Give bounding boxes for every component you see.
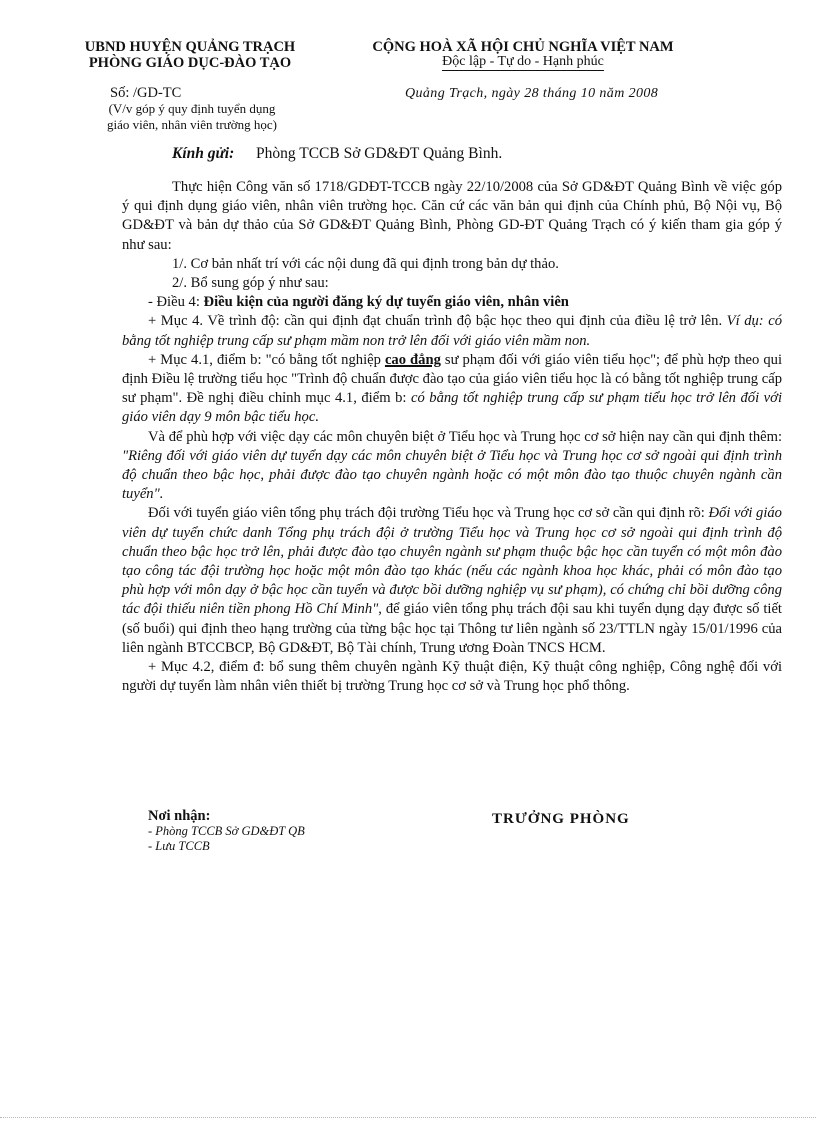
paragraph-team-leader: Đối với tuyển giáo viên tổng phụ trách đội trường Tiểu học và Trung học cơ sở cần qui định rõ: Đối với giáo viên dự tuyển chức danh Tổng phụ trách đội ở trường Tiểu học và Trung học cơ sở ngoài qui định trình độ chuẩn theo bậc học trở lên, phải được đào tạo chuyên ngành sư phạm thuộc bậc học cần tuyển có một môn đào tạo công tác đội trường học hoặc một môn đào tạo khác (nếu các ngành khoa học khác, phải có môn đào tạo phù hợp với môn dạy ở bậc học cần tuyển và được bồi dưỡng nghiệp vụ sư phạm), có chứng chỉ bồi dưỡng công tác đội thiếu niên tiền phong Hồ Chí Minh", để giáo viên tổng phụ trách đội sau khi tuyển dụng dạy được số tiết (số buổi) qui định theo hạng trường của từng bậc học tại Thông tư liên ngành số 23/TTLN ngày 15/01/1996 của liên ngành BTCCBCP, Bộ GD&ĐT, Bộ Tài chính, Trung ương Đoàn TNCS HCM.	[122, 505, 782, 656]
recipient-item: - Phòng TCCB Sở GD&ĐT QB	[148, 824, 305, 838]
issuing-department: PHÒNG GIÁO DỤC-ĐÀO TẠO	[88, 55, 292, 71]
marked-term: cao đẳng	[384, 351, 441, 368]
paragraph-section-4-1: + Mục 4.1, điểm b: "có bằng tốt nghiệp cao đẳng sư phạm đối với giáo viên tiểu học"; để phù hợp theo qui định Điều lệ trường tiểu học "Trình độ chuẩn được đào tạo của giáo viên tiểu học là có bằng tốt nghiệp trung cấp sư phạm". Đề nghị điều chỉnh mục 4.1, điểm b: có bằng tốt nghiệp trung cấp sư phạm tiểu học trở lên đối với giáo viên dạy 9 môn bậc tiểu học.	[122, 351, 783, 426]
national-motto: Độc lập - Tự do - Hạnh phúc	[442, 54, 604, 69]
recipient-label: Kính gửi:	[172, 145, 235, 162]
paragraph-section-4: + Mục 4. Về trình độ: cần qui định đạt chuẩn trình độ bậc học theo qui định của điều lệ trở lên. Ví dụ: có bằng tốt nghiệp trung cấp sư phạm mầm non trở lên đối với giáo viên mầm non.	[122, 313, 783, 349]
subject-line-1: (V/v góp ý quy định tuyển dụng	[108, 101, 276, 116]
recipient-line	[172, 145, 502, 163]
signer-title: TRƯỞNG PHÒNG	[492, 811, 630, 827]
issuing-authority: UBND HUYỆN QUẢNG TRẠCH	[84, 39, 296, 55]
paragraph-section-4-2: + Mục 4.2, điểm đ: bổ sung thêm chuyên ngành Kỹ thuật điện, Kỹ thuật công nghiệp, Công nghệ đối với người dự tuyển làm nhân viên thiết bị trường Trung học cơ sở và Trung học phổ thông.	[122, 659, 782, 695]
paragraph-specialized-subjects: Và để phù hợp với việc dạy các môn chuyên biệt ở Tiểu học và Trung học cơ sở hiện nay cần qui định thêm: "Riêng đối với giáo viên dự tuyển dạy các môn chuyên biệt ở Tiểu học và Trung học cơ sở ngoài qui định trình độ chuẩn theo bậc học, phải được đào tạo chuyên ngành hoặc có một môn đào tạo thuộc chuyên ngành cần tuyển".	[122, 428, 782, 503]
subject-line-2: giáo viên, nhân viên trường học)	[107, 117, 277, 132]
recipients-label: Nơi nhận:	[148, 808, 211, 824]
national-title: CỘNG HOÀ XÃ HỘI CHỦ NGHĨA VIỆT NAM	[372, 39, 674, 55]
document-number: Số: /GD-TC	[110, 85, 182, 101]
paragraph-point-1: 1/. Cơ bản nhất trí với các nội dung đã qui định trong bản dự thảo.	[172, 255, 559, 272]
place-date: Quảng Trạch, ngày 28 tháng 10 năm 2008	[405, 86, 659, 101]
document-body	[122, 178, 782, 696]
recipient-value: Phòng TCCB Sở GD&ĐT Quảng Bình.	[256, 145, 503, 162]
paragraph-point-2: 2/. Bổ sung góp ý như sau:	[172, 275, 329, 292]
article-4-heading: - Điều 4: Điều kiện của người đăng ký dự tuyển giáo viên, nhân viên	[148, 294, 569, 311]
paragraph-intro: Thực hiện Công văn số 1718/GDĐT-TCCB ngày 22/10/2008 của Sở GD&ĐT Quảng Bình về việc góp ý qui định dụng giáo viên, nhân viên trường học. Căn cứ các văn bản qui định của Chính phủ, Bộ Nội vụ, Bộ GD&ĐT và bản dự thảo của Sở GD&ĐT Quảng Bình, Phòng GD-ĐT Quảng Trạch có ý kiến tham gia góp ý như sau:	[122, 179, 782, 253]
page-bottom-divider	[0, 1117, 816, 1118]
recipient-item: - Lưu TCCB	[148, 839, 210, 853]
